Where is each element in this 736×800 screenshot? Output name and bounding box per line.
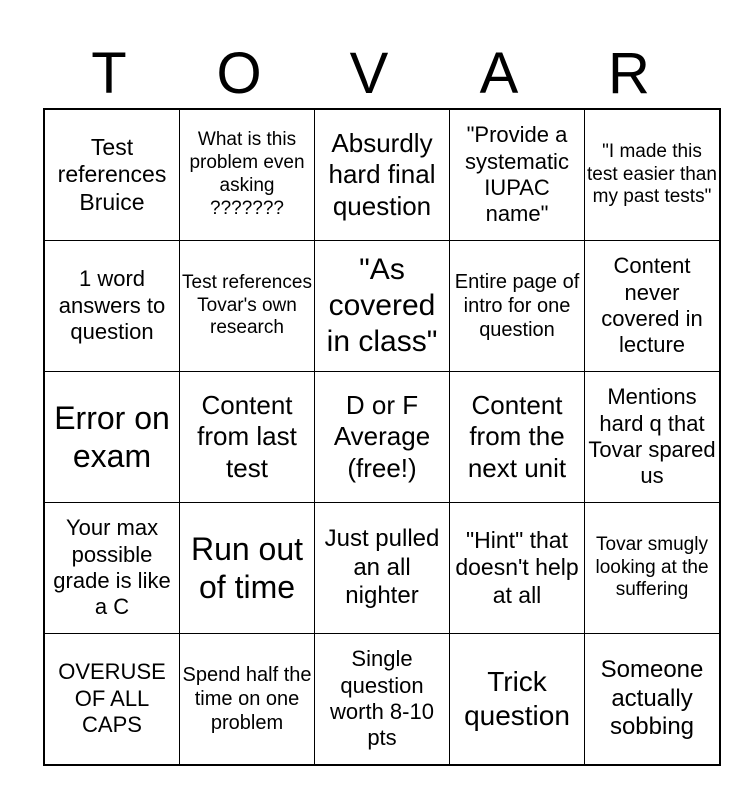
bingo-cell[interactable]: Content from the next unit — [450, 372, 585, 503]
bingo-cell[interactable]: Mentions hard q that Tovar spared us — [585, 372, 721, 503]
board-row — [44, 109, 720, 241]
header-letter-r: R — [608, 41, 650, 106]
bingo-cell[interactable]: Test references Tovar's own research — [180, 241, 315, 372]
board-row — [44, 503, 720, 634]
bingo-cell[interactable]: Spend half the time on one problem — [180, 634, 315, 766]
bingo-cell[interactable]: Your max possible grade is like a C — [44, 503, 180, 634]
bingo-cell[interactable]: Content from last test — [180, 372, 315, 503]
bingo-cell[interactable]: Absurdly hard final question — [315, 109, 450, 241]
board-row — [44, 372, 720, 503]
bingo-cell[interactable]: Entire page of intro for one question — [450, 241, 585, 372]
bingo-board — [43, 108, 721, 766]
bingo-cell[interactable]: What is this problem even asking ??????? — [180, 109, 315, 241]
header-letter-t: T — [91, 41, 127, 106]
bingo-cell[interactable]: Tovar smugly looking at the suffering — [585, 503, 721, 634]
bingo-cell[interactable]: "Provide a systematic IUPAC name" — [450, 109, 585, 241]
bingo-cell[interactable]: Run out of time — [180, 503, 315, 634]
board-row — [44, 241, 720, 372]
bingo-cell[interactable]: Someone actually sobbing — [585, 634, 721, 766]
bingo-cell[interactable]: D or F Average (free!) — [315, 372, 450, 503]
bingo-cell[interactable]: Single question worth 8-10 pts — [315, 634, 450, 766]
header-letter-o: O — [216, 41, 262, 106]
bingo-cell[interactable]: "As covered in class" — [315, 241, 450, 372]
bingo-cell[interactable]: "Hint" that doesn't help at all — [450, 503, 585, 634]
bingo-cell[interactable]: Content never covered in lecture — [585, 241, 721, 372]
header-letter-a: A — [479, 41, 519, 106]
header-letter-v: V — [349, 41, 389, 106]
bingo-cell[interactable]: Error on exam — [44, 372, 180, 503]
board-row — [44, 634, 720, 766]
bingo-cell[interactable]: Trick question — [450, 634, 585, 766]
bingo-header — [44, 40, 694, 108]
bingo-cell[interactable]: OVERUSE OF ALL CAPS — [44, 634, 180, 766]
bingo-cell[interactable]: Test references Bruice — [44, 109, 180, 241]
bingo-cell[interactable]: Just pulled an all nighter — [315, 503, 450, 634]
bingo-cell[interactable]: 1 word answers to question — [44, 241, 180, 372]
bingo-cell[interactable]: "I made this test easier than my past tests" — [585, 109, 721, 241]
